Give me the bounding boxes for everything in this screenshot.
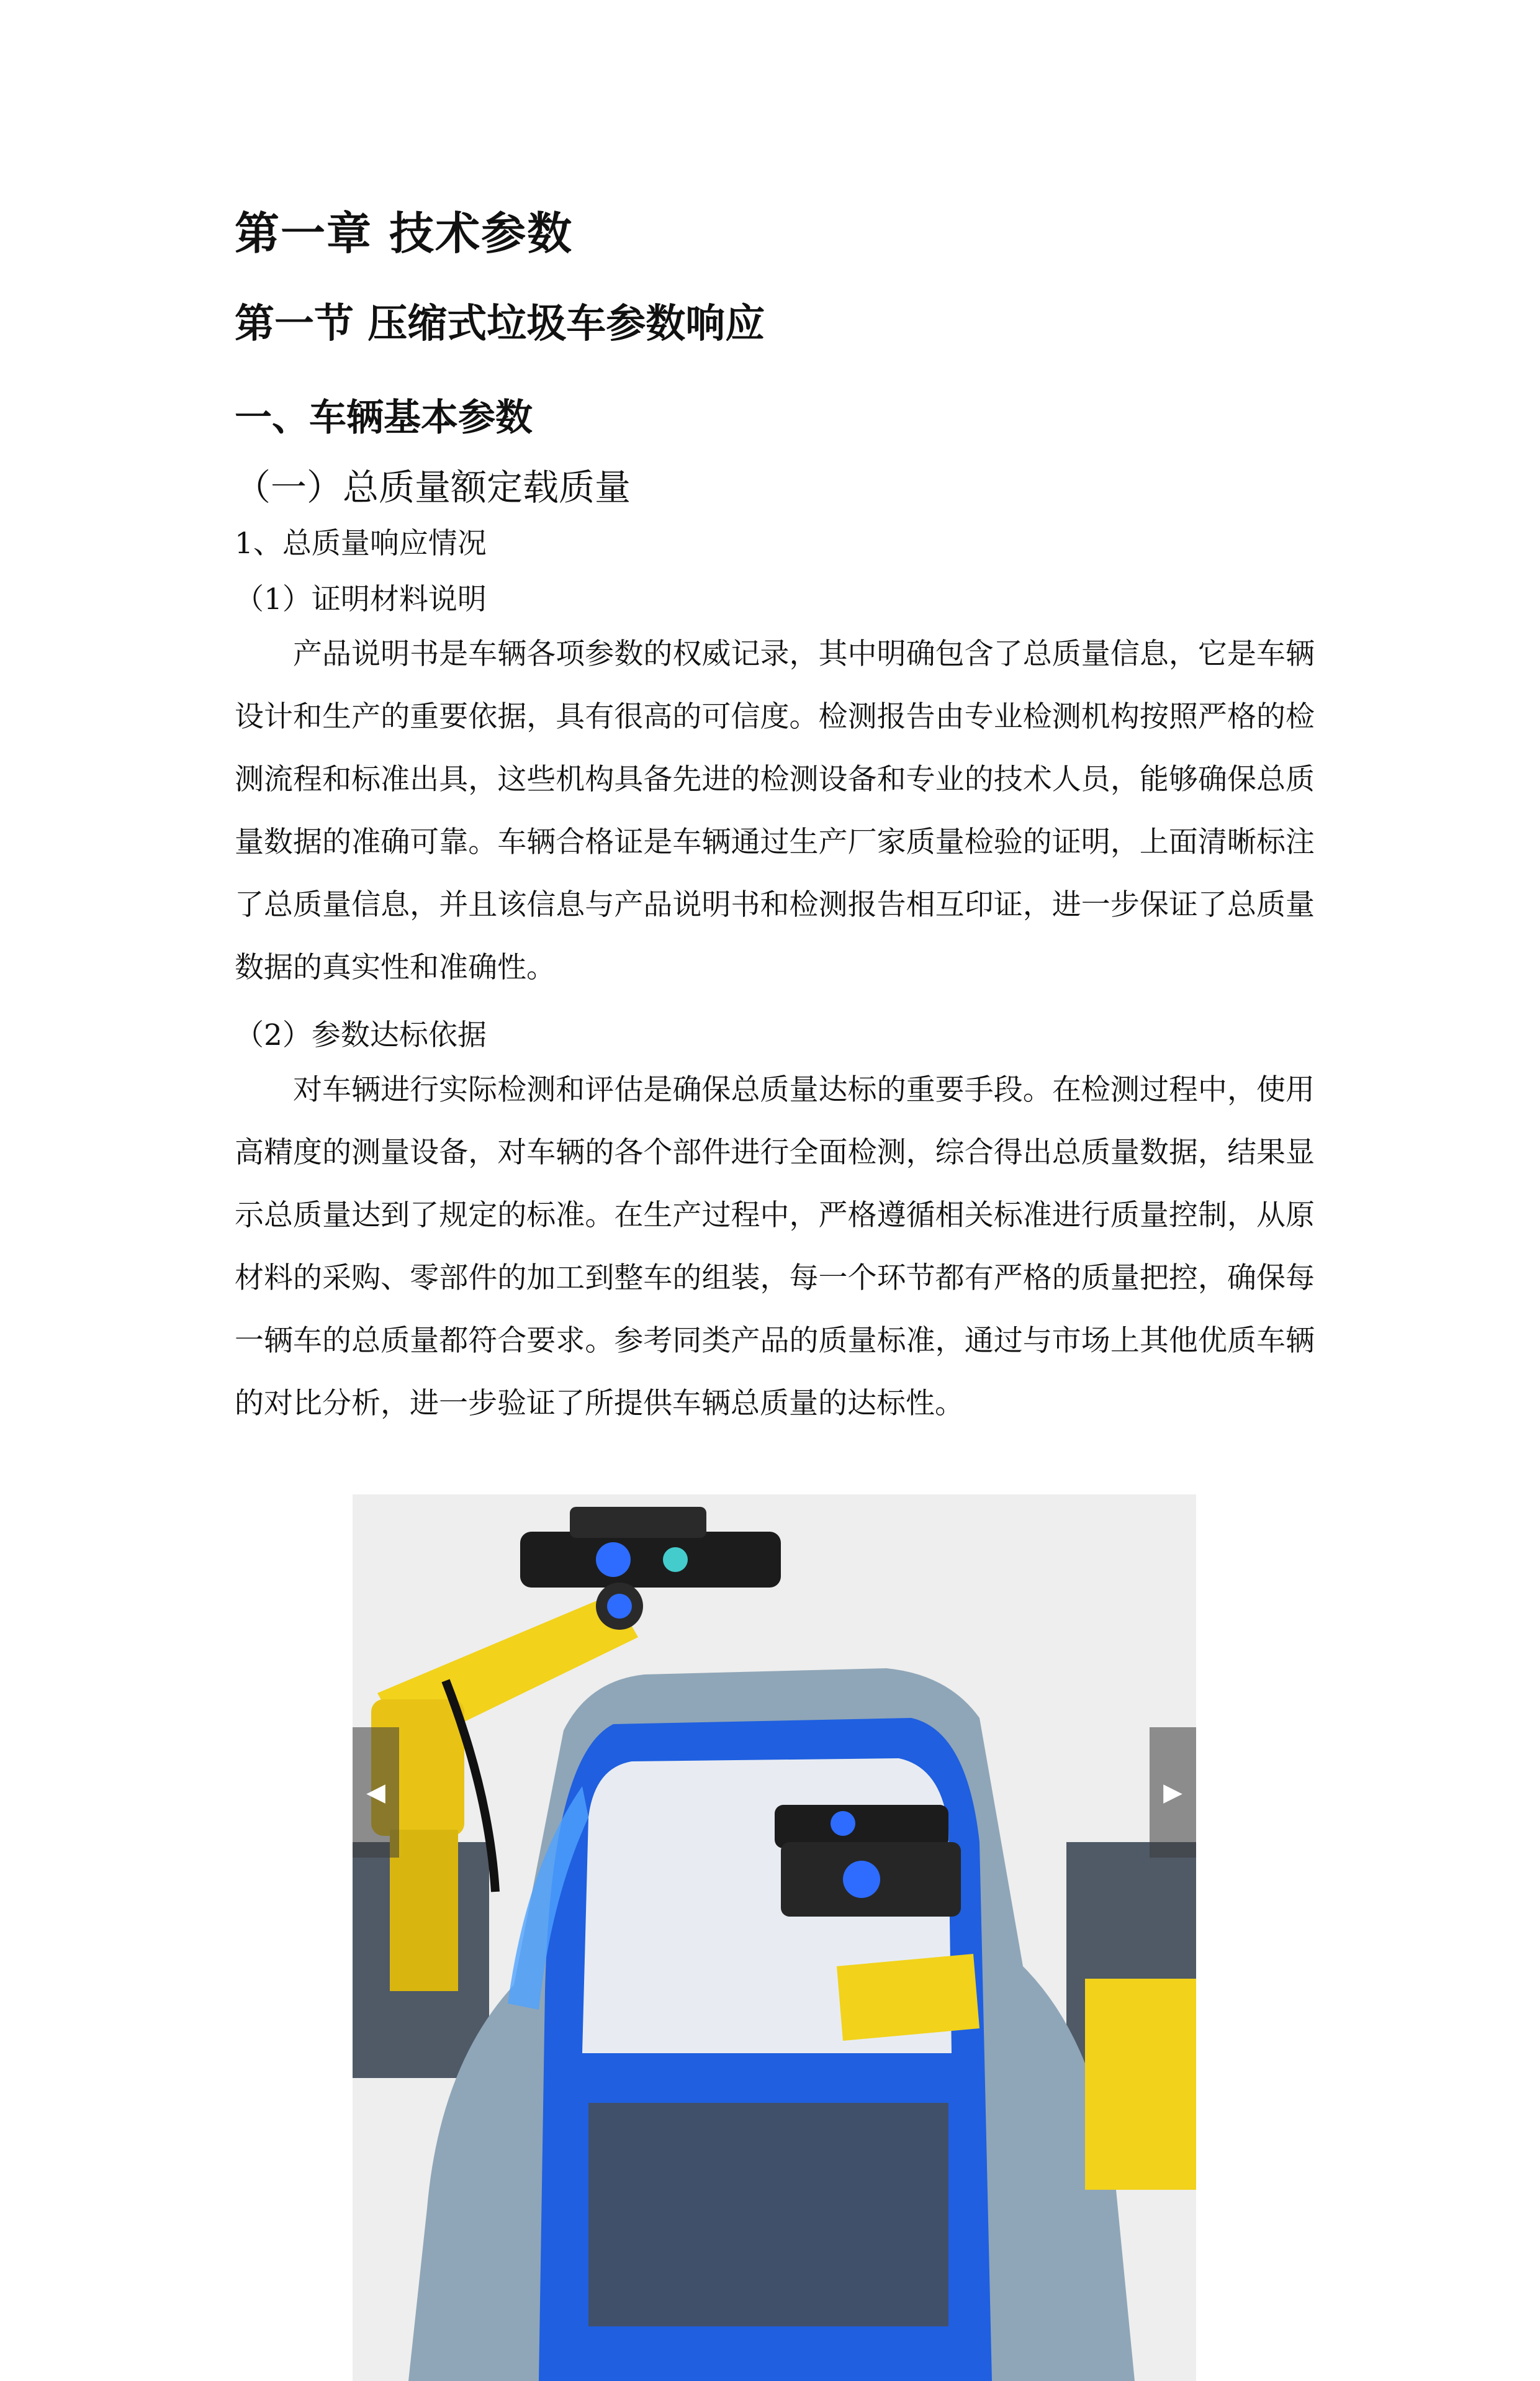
subsubsection-title: （一）总质量额定载质量 [235,466,631,508]
carousel-next-button[interactable]: ▶ [1150,1727,1196,1858]
photo-illustration [353,1494,1196,2381]
robot-arm-right [1085,1979,1196,2190]
robot-car-inspection-photo [353,1494,1196,2381]
item-title: 1、总质量响应情况 [235,526,487,561]
paragraph-2: 对车辆进行实际检测和评估是确保总质量达标的重要手段。在检测过程中，使用高精度的测量设备，对车辆的各个部件进行全面检测，综合得出总质量数据，结果显示总质量达到了规定的标准。在生产过程中，严格遵循相关标准进行质量控制，从原材料的采购、零部件的加工到整车的组装，每一个环节都有严格的质量把控，确保每一辆车的总质量都符合要求。参考同类产品的质量标准，通过与市场上其他优质车辆的对比分析，进一步验证了所提供车辆总质量的达标性。 [235,1073,1315,1421]
sub-item-title-1: （1）证明材料说明 [235,582,487,617]
car-lower-panel [588,2103,948,2326]
robot-arm-bottom [837,1954,979,2041]
scanner-bottom [775,1805,948,1848]
section-title: 第一节 压缩式垃圾车参数响应 [235,301,765,347]
scanner-top [520,1532,781,1588]
paragraph-1: 产品说明书是车辆各项参数的权威记录，其中明确包含了总质量信息，它是车辆设计和生产的重要依据，具有很高的可信度。检测报告由专业检测机构按照严格的检测流程和标准出具，这些机构具备先进的检测设备和专业的技术人员，能够确保总质量数据的准确可靠。车辆合格证是车辆通过生产厂家质量检验的证明，上面清晰标注了总质量信息，并且该信息与产品说明书和检测报告相互印证，进一步保证了总质量数据的真实性和准确性。 [235,637,1315,985]
subsection-title: 一、车辆基本参数 [235,396,533,440]
carousel-prev-button[interactable]: ◀ [353,1727,399,1858]
chapter-title: 第一章 技术参数 [235,207,574,260]
sub-item-title-2: （2）参数达标依据 [235,1018,487,1052]
